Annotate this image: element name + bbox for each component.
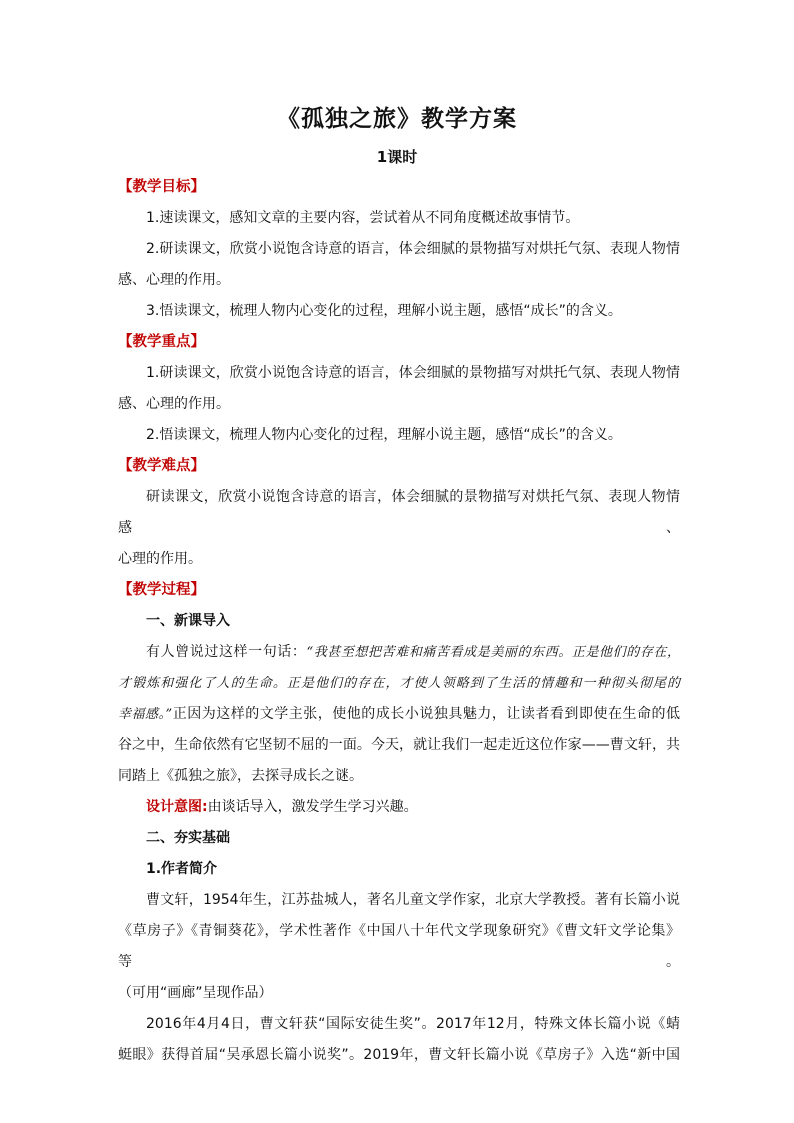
section-heading-difficulties: 【教学难点】: [118, 458, 205, 474]
objective-item: 1.速读课文，感知文章的主要内容，尝试着从不同角度概述故事情节。: [146, 210, 580, 226]
section-heading-key-points: 【教学重点】: [118, 334, 205, 350]
document-body: [118, 172, 680, 1071]
quote-text: 幸福感。”: [118, 707, 173, 722]
award-paragraph-line: 蜓眼》获得首届“吴承恩长篇小说奖”。2019年，曹文轩长篇小说《草房子》入选“新中国: [118, 1047, 680, 1063]
objective-item: 3.悟读课文，梳理人物内心变化的过程，理解小说主题，感悟“成长”的含义。: [146, 303, 622, 319]
quote-text: “我甚至想把苦难和痛苦看成是美丽的东西。正是他们的存在，: [306, 645, 680, 660]
author-paragraph-line: 曹文轩，1954年生，江苏盐城人，著名儿童文学作家，北京大学教授。著有长篇小说: [146, 892, 680, 908]
quote-text: 才锻炼和强化了人的生命。正是他们的存在，才使人领略到了生活的情趣和一种彻头彻尾的: [118, 676, 680, 691]
key-point-item-continued: 感、心理的作用。: [118, 396, 230, 412]
intro-paragraph-line: 谷之中，生命依然有它坚韧不屈的一面。今天，就让我们一起走近这位作家——曹文轩，共: [118, 737, 680, 753]
key-point-item: 2.悟读课文，梳理人物内心变化的过程，理解小说主题，感悟“成长”的含义。: [146, 427, 622, 443]
document-subtitle: 1课时: [376, 148, 418, 166]
design-intent: [118, 792, 680, 823]
document-title: 《孤独之旅》教学方案: [277, 105, 517, 132]
objective-item: 2.研读课文，欣赏小说饱含诗意的语言，体会细腻的景物描写对烘托气氛、表现人物情: [146, 241, 680, 257]
difficulty-item: 研读课文，欣赏小说饱含诗意的语言，体会细腻的景物描写对烘托气氛、表现人物情感、: [118, 489, 680, 536]
section-heading-process: 【教学过程】: [118, 582, 205, 598]
intro-prefix: 有人曾说过这样一句话：: [146, 644, 307, 660]
objective-item-continued: 感、心理的作用。: [118, 272, 230, 288]
award-paragraph-line: 2016年4月4日，曹文轩获“国际安徒生奖”。2017年12月，特殊文体长篇小说《蜻: [146, 1016, 680, 1032]
subsection-title-author: 1.作者简介: [146, 861, 218, 877]
intro-text: 正因为这样的文学主张，使他的成长小说独具魅力，让读者看到即使在生命的低: [172, 706, 680, 722]
part-title-intro: 一、新课导入: [146, 613, 230, 629]
intro-paragraph-line: 同踏上《孤独之旅》，去探寻成长之谜。: [118, 768, 363, 784]
design-intent-text: 由谈话导入，激发学生学习兴趣。: [207, 799, 418, 815]
key-point-item: 1.研读课文，欣赏小说饱含诗意的语言，体会细腻的景物描写对烘托气氛、表现人物情: [146, 365, 680, 381]
section-heading-objectives: 【教学目标】: [118, 179, 205, 195]
difficulty-item-continued: 心理的作用。: [118, 551, 202, 567]
design-intent-label: 设计意图:: [146, 799, 208, 815]
intro-paragraph-line: [118, 699, 680, 730]
intro-paragraph-line: [118, 637, 680, 668]
author-paragraph-line: 《草房子》《青铜葵花》，学术性著作《中国八十年代文学现象研究》《曹文轩文学论集》等。: [118, 923, 680, 970]
author-paragraph-line: （可用“画廊”呈现作品）: [118, 985, 273, 1001]
part-title-basics: 二、夯实基础: [146, 830, 230, 846]
